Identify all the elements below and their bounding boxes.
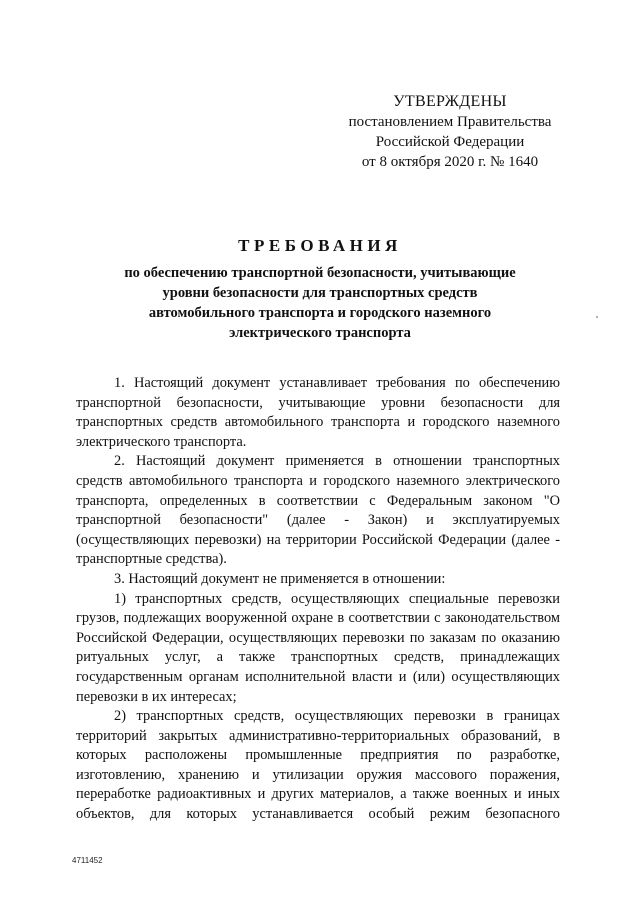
- paragraph-1: 1. Настоящий документ устанавливает требования по обеспечению транспортной безопасности, учитывающие уровни безопасности для транспортных средств автомобильного транспорта и городского наземного электрического транспорта.: [76, 375, 560, 450]
- approval-heading: УТВЕРЖДЕНЫ: [393, 93, 507, 110]
- approval-line-2: Российской Федерации: [375, 134, 525, 150]
- document-subtitle: по обеспечению транспортной безопасности, учитывающие уровни безопасности для транспортных средств автомобильного транспорта и городского наземного электрического транспорта: [124, 265, 516, 341]
- paragraph-3: 3. Настоящий документ не применяется в отношении:: [114, 570, 446, 587]
- paragraph-3-item-2: 2) транспортных средств, осуществляющих перевозки в границах территорий закрытых административно-территориальных образований, в которых расположены промышленные предприятия по разработке, изготовлению, хранению и утилизации оружия массового поражения, переработке радиоактивных и других материалов, а также военных и иных объектов, для которых устанавливается особый режим безопасного: [76, 708, 560, 823]
- approval-line-3: от 8 октября 2020 г. № 1640: [361, 154, 539, 170]
- document-title: ТРЕБОВАНИЯ: [238, 236, 402, 255]
- document-code: 4711452: [72, 856, 103, 865]
- scan-speck: [596, 316, 598, 318]
- paragraph-3-item-1: 1) транспортных средств, осуществляющих специальные перевозки грузов, подлежащих вооруженной охране в соответствии с законодательством Российской Федерации, осуществляющих перевозки по заказам по оказанию ритуальных услуг, а также транспортных средств, принадлежащих государственным органам исполнительной власти и (или) осуществляющих перевозки в их интересах;: [76, 590, 560, 705]
- approval-stamp: [340, 92, 560, 172]
- document-body: [76, 374, 560, 825]
- paragraph-2: 2. Настоящий документ применяется в отношении транспортных средств автомобильного транспорта и городского наземного электрического транспорта, определенных в соответствии с Федеральным законом "О транспортной безопасности" (далее - Закон) и эксплуатируемых (осуществляющих перевозки) на территории Российской Федерации (далее - транспортные средства).: [76, 453, 560, 568]
- approval-line-1: постановлением Правительства: [348, 114, 552, 130]
